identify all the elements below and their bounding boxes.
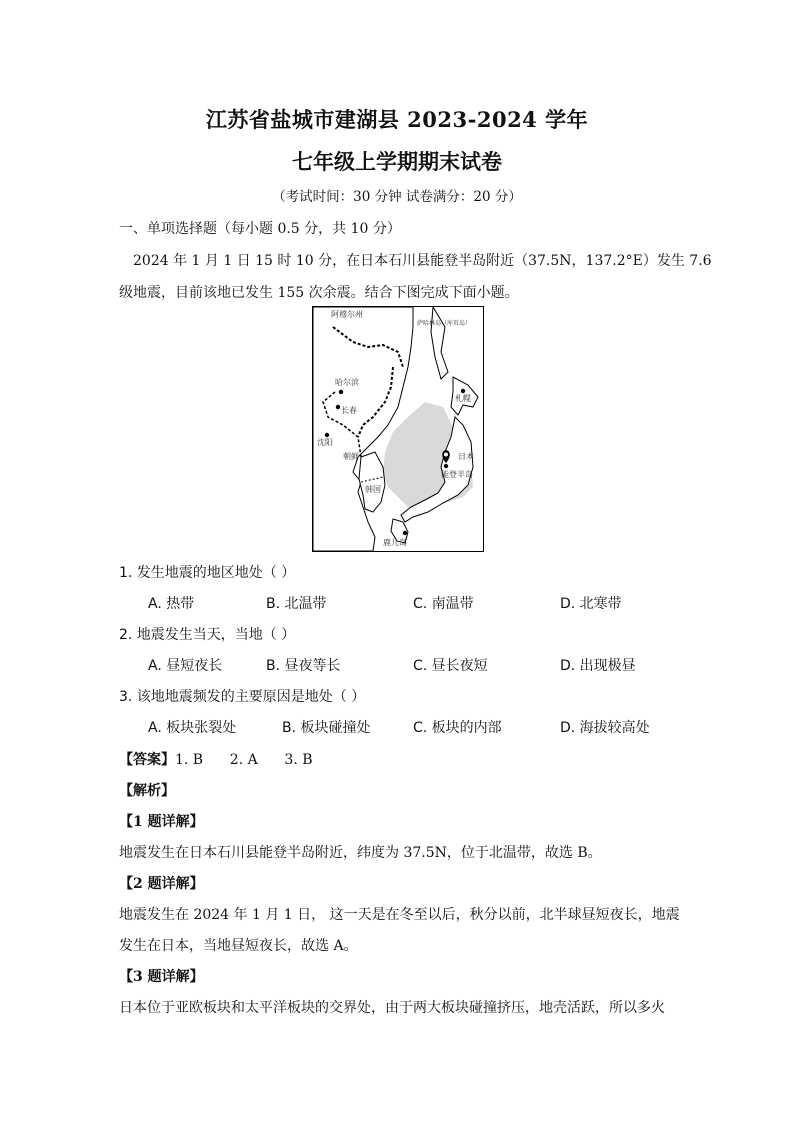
answer-label: 【答案】 (119, 752, 175, 768)
detail-1-label: 【1 题详解】 (119, 814, 204, 830)
section-heading: 一、单项选择题（每小题 0.5 分，共 10 分） (119, 221, 401, 237)
question-3-option-b[interactable]: B. 板块碰撞处 (282, 720, 371, 736)
label-noto: 能登半岛 (441, 470, 473, 479)
detail-2-label: 【2 题详解】 (119, 876, 204, 892)
question-3-option-a[interactable]: A. 板块张裂处 (148, 720, 237, 736)
question-2-option-b[interactable]: B. 昼夜等长 (266, 658, 341, 674)
harbin-dot (339, 390, 343, 394)
question-1-option-c[interactable]: C. 南温带 (413, 596, 474, 612)
detail-2-text-line1: 地震发生在 2024 年 1 月 1 日， 这一天是在冬至以后，秋分以前，北半球昼短夜长，地震 (119, 907, 680, 923)
question-3-option-c[interactable]: C. 板块的内部 (413, 720, 502, 736)
question-1-option-d[interactable]: D. 北寒带 (560, 596, 622, 612)
label-sapporo: 札幌 (455, 394, 471, 403)
detail-3-text: 日本位于亚欧板块和太平洋板块的交界处，由于两大板块碰撞挤压，地壳活跃，所以多火 (119, 1000, 665, 1016)
changchun-dot (336, 405, 340, 409)
detail-1-text: 地震发生在日本石川县能登半岛附近，纬度为 37.5N，位于北温带，故选 B。 (119, 845, 602, 861)
label-changchun: 长春 (341, 406, 357, 415)
detail-3-label: 【3 题详解】 (119, 969, 204, 985)
document-title: 江苏省盐城市建湖县 2023-2024 学年 (205, 107, 589, 132)
map-figure (312, 306, 484, 552)
intro-paragraph-line2: 级地震，目前该地已发生 155 次余震。结合下图完成下面小题。 (119, 285, 519, 301)
document-subtitle: 七年级上学期期末试卷 (292, 149, 502, 174)
label-amur: 阿穆尔州 (331, 310, 363, 319)
intro-paragraph-line1: 2024 年 1 月 1 日 15 时 10 分，在日本石川县能登半岛附近（37.5N，137.2°E）发生 7.6 (133, 253, 712, 269)
noto-dot (444, 464, 448, 468)
question-2-stem: 2. 地震发生当天，当地（ ） (119, 627, 296, 643)
sapporo-dot (461, 389, 465, 393)
exam-info: （考试时间：30 分钟 试卷满分：20 分） (272, 189, 522, 205)
label-shenyang: 沈阳 (317, 438, 333, 447)
label-korea: 韩国 (365, 485, 381, 494)
question-3-stem: 3. 该地地震频发的主要原因是地处（ ） (119, 689, 366, 705)
label-harbin: 哈尔滨 (335, 378, 359, 387)
question-1-option-b[interactable]: B. 北温带 (266, 596, 327, 612)
question-3-option-d[interactable]: D. 海拔较高处 (560, 720, 650, 736)
question-2-option-c[interactable]: C. 昼长夜短 (413, 658, 488, 674)
question-1-option-a[interactable]: A. 热带 (148, 596, 195, 612)
answer-line (119, 749, 313, 769)
analysis-label: 【解析】 (119, 783, 175, 799)
label-kagoshima: 鹿儿岛 (383, 538, 407, 547)
label-japan: 日本 (458, 452, 474, 461)
question-2-option-a[interactable]: A. 昼短夜长 (148, 658, 223, 674)
sakhalin-island (431, 307, 448, 379)
map-svg (313, 307, 483, 551)
question-1-stem: 1. 发生地震的地区地处（ ） (119, 565, 296, 581)
answer-values: 1. B 2. A 3. B (175, 752, 313, 768)
kagoshima-dot (403, 531, 407, 535)
question-2-option-d[interactable]: D. 出现极昼 (560, 658, 636, 674)
label-dprk: 朝鲜 (343, 452, 359, 461)
label-sakhalin: 萨哈林岛（库页岛） (417, 320, 472, 327)
shenyang-dot (325, 433, 329, 437)
detail-2-text-line2: 发生在日本，当地昼短夜长，故选 A。 (119, 938, 358, 954)
